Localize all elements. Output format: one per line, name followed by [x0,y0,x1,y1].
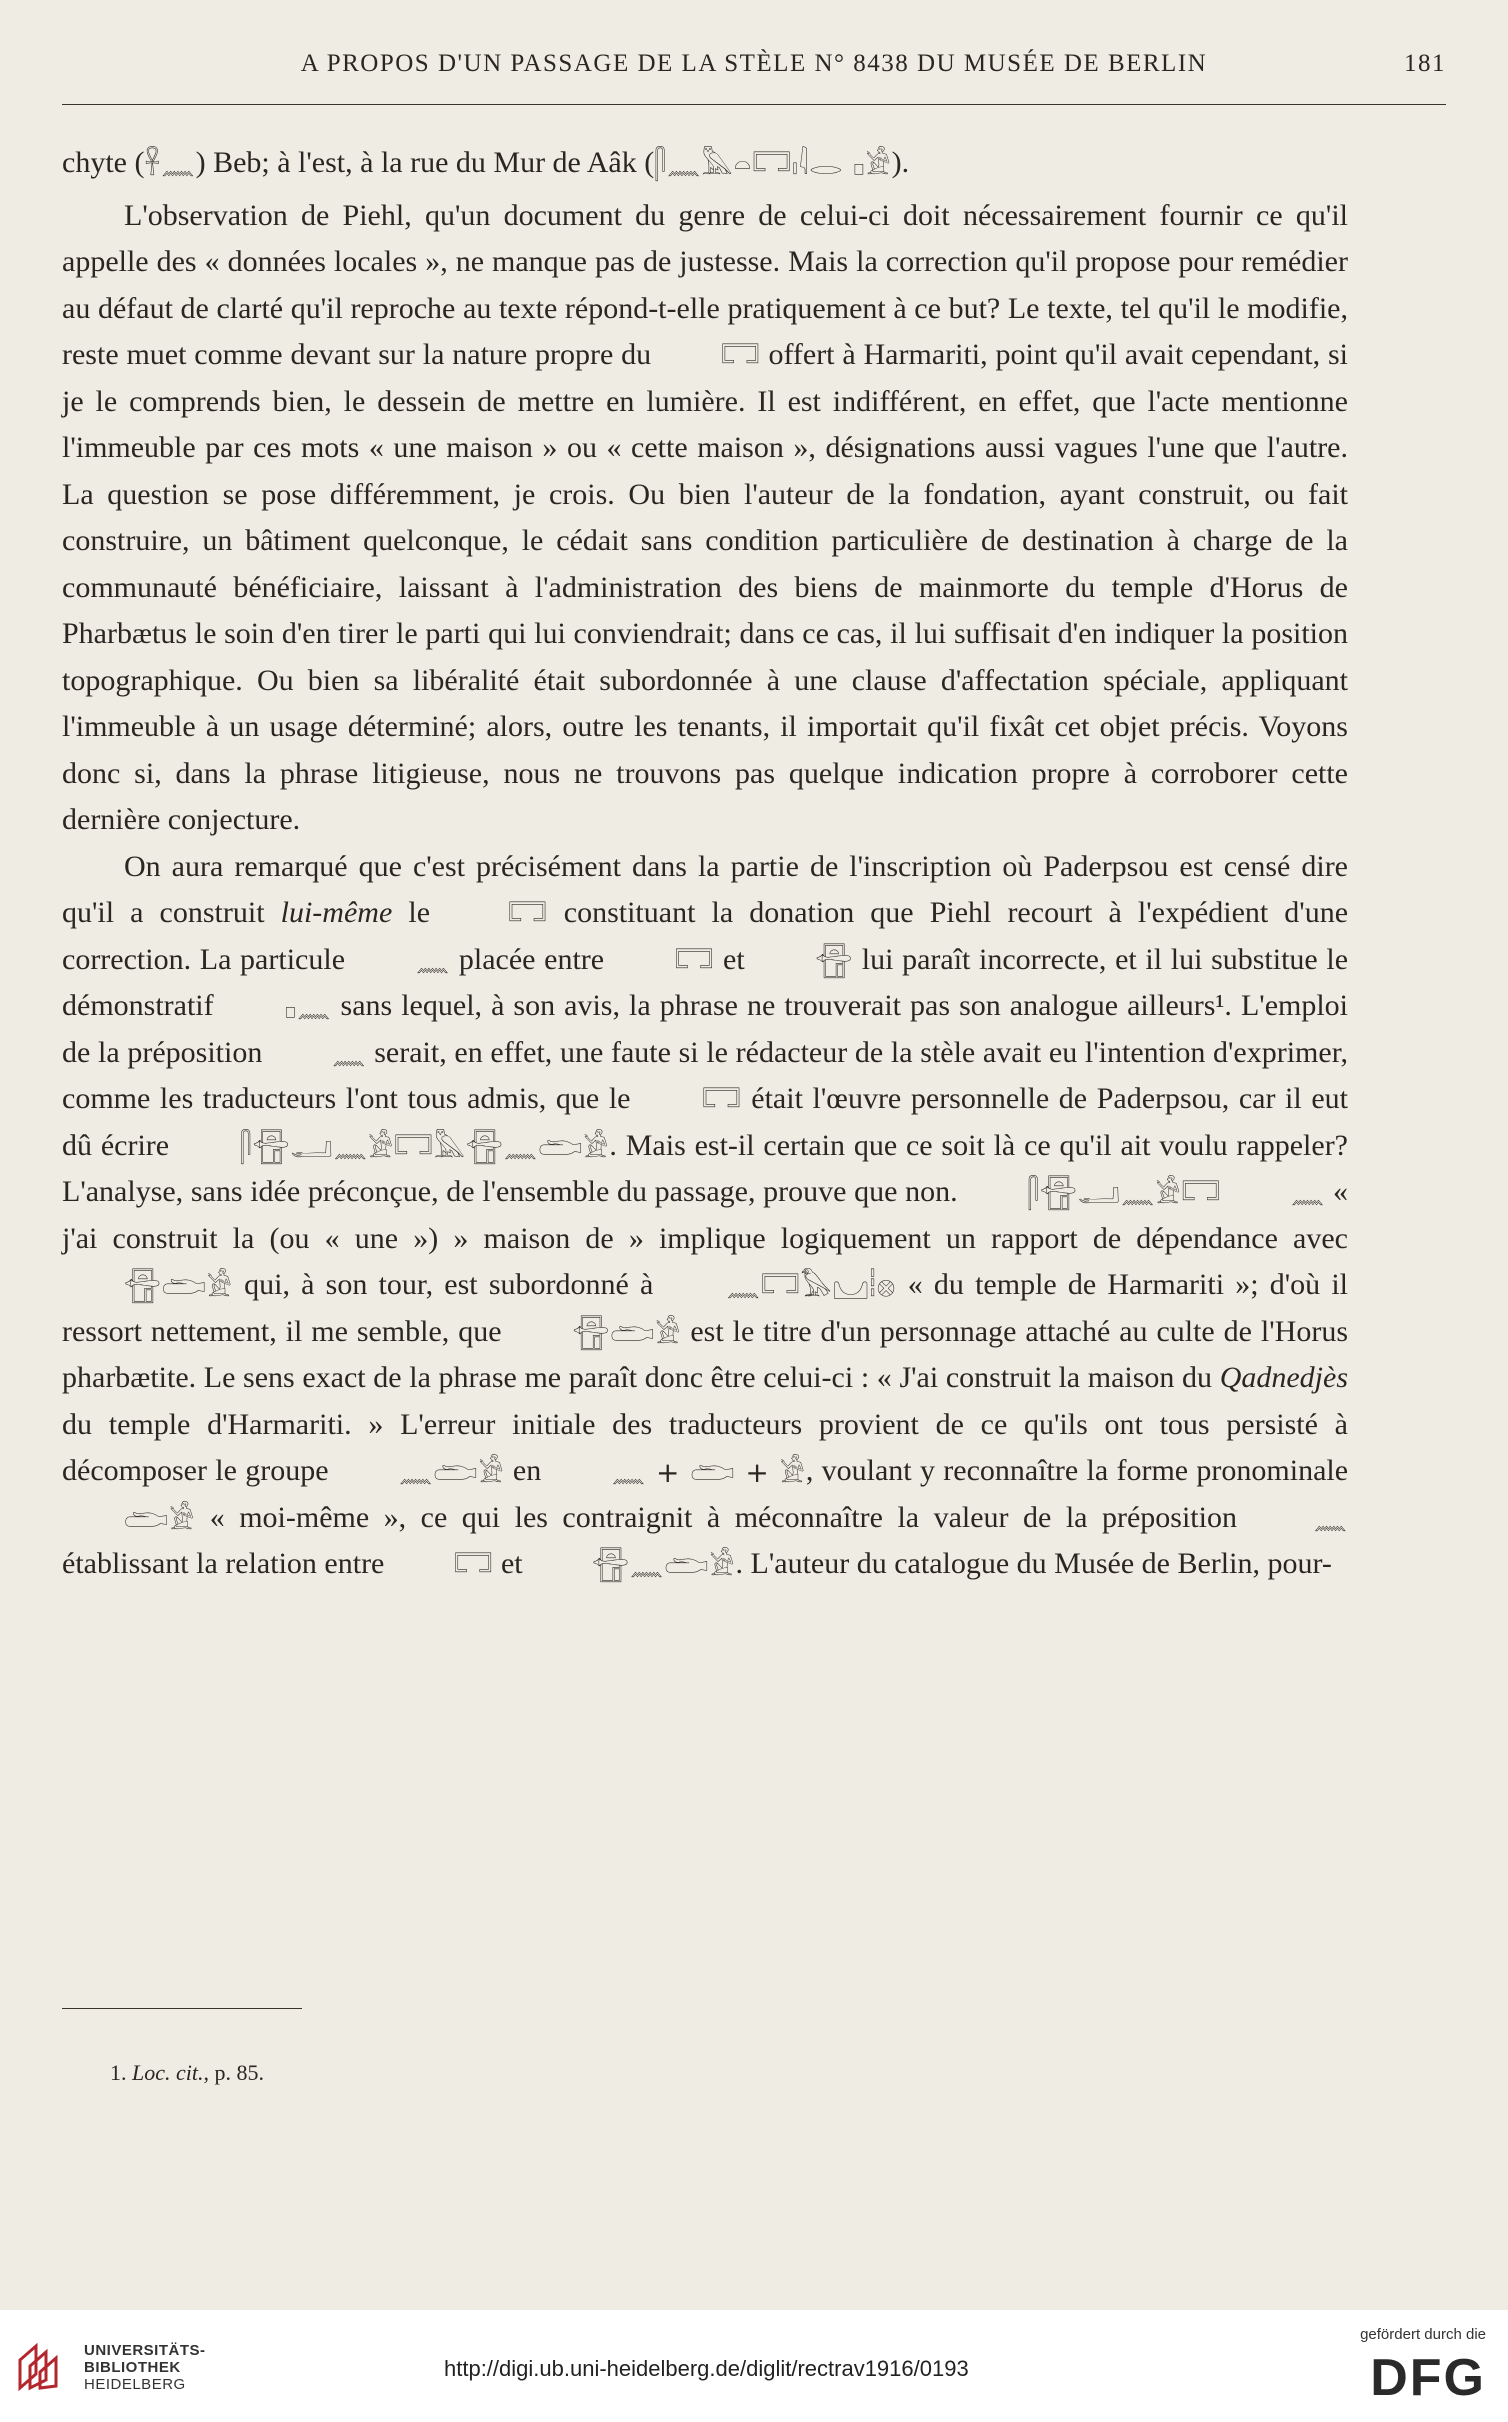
house-hieroglyph-icon: 𓉐 [508,898,548,932]
hieroglyph-group-icon: 𓉟𓂧𓀀 [124,1270,233,1304]
hieroglyph-group-icon: 𓉟𓂧𓀀 [572,1316,682,1350]
funded-by-label: gefördert durch die [1360,2326,1486,2343]
dfg-logo: DFG [1370,2349,1486,2407]
header-rule [62,104,1446,105]
hieroglyph-group-icon: 𓈖 + 𓂧 + 𓀀 [611,1456,806,1490]
demonstrative-hieroglyph-icon: 𓊪𓈖 [284,991,332,1025]
water-hieroglyph-icon: 𓈖 [332,1037,367,1071]
paragraph-2: On aura remarqué que c'est précisément dans la partie de l'inscription où Paderpsou est censé dire qu'il a construit lui-même le 𓉐 constituant la donation que Piehl recourt à l'expédient d'une correction. La particule 𓈖 placée entre 𓉐 et 𓉟 lui paraît incorrecte, et il lui substitue le démonstratif 𓊪𓈖 sans lequel, à son avis, la phrase ne trouverait pas son analogue ailleurs¹. L'emploi de la préposition 𓈖 serait, en effet, une faute si le rédacteur de la stèle avait eu l'intention d'exprimer, comme les traducteurs l'ont tous admis, que le 𓉐 était l'œuvre personnelle de Paderpsou, car il eut dû écrire 𓋴𓉟𓂝𓈖𓀀𓉐𓅓𓉟𓈖𓂧𓀀. Mais est-il certain que ce soit là ce qu'il ait voulu rappeler? L'analyse, sans idée préconçue, de l'ensemble du passage, prouve que non. 𓋴𓉟𓂝𓈖𓀀𓉐 𓈖 « j'ai construit la (ou « une ») » maison de » implique logiquement un rapport de dépendance avec 𓉟𓂧𓀀 qui, à son tour, est subordonné à 𓈖𓉐𓅃𓈋𓏪𓊖 « du temple de Harmariti »; d'où il ressort nettement, il me semble, que 𓉟𓂧𓀀 est le titre d'un personnage attaché au culte de l'Horus pharbætite. Le sens exact de la phrase me paraît donc être celui-ci : « J'ai construit la maison du Qadnedjès du temple d'Harmariti. » L'erreur initiale des traducteurs provient de ce qu'ils ont tous persisté à décomposer le groupe 𓈖𓂧𓀀 en 𓈖 + 𓂧 + 𓀀, voulant y reconnaître la forme pronominale 𓂧𓀀 « moi-même », ce qui les contraignit à méconnaître la valeur de la préposition 𓈖 établissant la relation entre 𓉐 et 𓉟𓈖𓂧𓀀. L'auteur du catalogue du Musée de Berlin, pour- [62,849,1349,1583]
house-hieroglyph-icon: 𓉐 [702,1084,742,1118]
source-url-link[interactable]: http://digi.ub.uni-heidelberg.de/diglit/rectrav1916/0193 [444,2356,969,2381]
water-hieroglyph-icon: 𓈖 [1313,1502,1349,1536]
house-hieroglyph-icon: 𓉐 [721,340,761,374]
footnote: 1. Loc. cit., p. 85. [110,2060,264,2085]
water-hieroglyph-icon: 𓈖 [1290,1177,1326,1211]
temple-hieroglyph-icon: 𓉟 [815,944,854,978]
hieroglyph-group-icon: 𓋴𓈖𓅓𓏏𓉐𓏤𓇋𓂋 𓊪𓀀 [654,148,892,182]
house-hieroglyph-icon: 𓉐 [674,944,715,978]
paragraph-1: L'observation de Piehl, qu'un document du genre de celui-ci doit nécessairement fournir ce qu'il appelle des « données locales », ne manque pas de justesse. Mais la correction qu'il propose pour remédier au défaut de clarté qu'il reproche au texte répond-t-elle pratiquement à ce but? Le texte, tel qu'il le modifie, reste muet comme devant sur la nature propre du 𓉐 offert à Harmariti, point qu'il avait cependant, si je le comprends bien, le dessein de mettre en lumière. Il est indifférent, en effet, que l'acte mentionne l'immeuble par ces mots « une maison » ou « cette maison », désignations aussi vagues l'une que l'autre. La question se pose différemment, je crois. Ou bien l'auteur de la fondation, ayant construit, ou fait construire, un bâtiment quelconque, le cédait sans condition particulière de destination à charge de la communauté bénéficiaire, laissant à l'administration des biens de mainmorte du temple d'Horus de Pharbætus le soin d'en tirer le parti qui lui conviendrait; dans ce cas, il lui suffisait d'en indiquer la position topographique. Ou bien sa libéralité était subordonnée à une clause d'affectation spéciale, appliquant l'immeuble à un usage déterminé; alors, outre les tenants, il importait qu'il fixât cet objet précis. Voyons donc si, dans la phrase litigieuse, nous ne trouvons pas quelque indication propre à corroborer cette dernière conjecture. [62,198,1348,836]
hieroglyph-group-icon: 𓉟𓈖𓂧𓀀 [592,1549,736,1583]
running-head [62,50,1446,90]
hieroglyph-group-icon: 𓈖𓉐𓅃𓈋𓏪𓊖 [726,1270,897,1304]
hieroglyph-group-icon: 𓋹𓈖 [144,148,196,182]
hieroglyph-group-icon: 𓈖𓂧𓀀 [398,1456,505,1490]
page-number: 181 [1404,50,1446,77]
footer-bar [0,2310,1508,2422]
running-head-title: A PROPOS D'UN PASSAGE DE LA STÈLE N° 8438 DU MUSÉE DE BERLIN [300,50,1208,77]
hieroglyph-group-icon: 𓋴𓉟𓂝𓈖𓀀𓉐𓅓𓉟𓈖𓂧𓀀 [239,1130,610,1164]
body-text [62,140,1348,1588]
hieroglyph-group-icon: 𓂧𓀀 [124,1502,196,1536]
water-hieroglyph-icon: 𓈖 [415,944,451,978]
library-logo-icon [14,2340,68,2394]
house-hieroglyph-icon: 𓉐 [453,1549,494,1583]
paragraph-0: chyte (𓋹𓈖) Beb; à l'est, à la rue du Mur de Aâk (𓋴𓈖𓅓𓏏𓉐𓏤𓇋𓂋 𓊪𓀀). [62,146,910,182]
footnote-rule [62,2008,302,2009]
library-name: UNIVERSITÄTS- BIBLIOTHEK HEIDELBERG [84,2342,206,2393]
hieroglyph-group-icon: 𓋴𓉟𓂝𓈖𓀀𓉐 [1027,1177,1222,1211]
